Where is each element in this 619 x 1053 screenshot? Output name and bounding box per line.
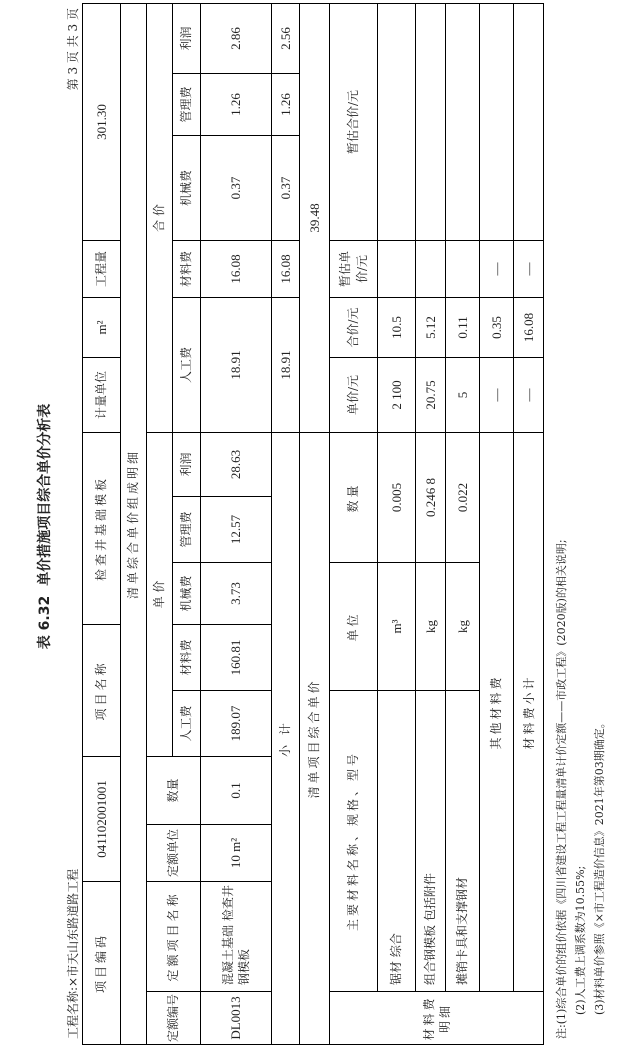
quota-name-header: 定额项目名称 — [147, 881, 201, 991]
other-material-price: — — [480, 357, 514, 432]
composite-label: 清单项目综合单价 — [300, 432, 330, 1044]
quota-code-header: 定额编号 — [147, 991, 201, 1044]
analysis-table — [82, 3, 544, 1045]
mat-unit-3: kg — [446, 562, 480, 690]
mat-est-price-header: 暂估单价/元 — [330, 240, 378, 297]
mat-est-price-2 — [416, 240, 446, 297]
mat-price-1: 2 100 — [378, 357, 416, 432]
t-profit-header: 利润 — [173, 4, 201, 73]
t-mgmt: 1.26 — [201, 73, 272, 135]
other-material-est: — — [480, 240, 514, 297]
mat-total-2: 5.12 — [416, 297, 446, 357]
quota-name: 混凝土基础 检查井 钢模板 — [201, 881, 272, 991]
code-label: 项目编码 — [83, 881, 121, 1044]
mat-total-1: 10.5 — [378, 297, 416, 357]
mat-est-total-2 — [416, 4, 446, 240]
u-mgmt: 12.57 — [201, 496, 272, 562]
unit-value: m² — [83, 297, 121, 357]
u-machine-header: 机械费 — [173, 562, 201, 624]
mat-total-3: 0.11 — [446, 297, 480, 357]
quota-unit-header: 定额单位 — [147, 824, 201, 881]
mat-est-total-1 — [378, 4, 416, 240]
code-value: 041102001001 — [83, 756, 121, 881]
t-labor-header: 人工费 — [173, 297, 201, 432]
other-material-label: 其他材料费 — [480, 432, 514, 991]
mat-est-total-3 — [446, 4, 480, 240]
other-material-total: 0.35 — [480, 297, 514, 357]
mat-name-1: 锯材 综合 — [378, 690, 416, 991]
u-labor: 189.07 — [201, 690, 272, 756]
subtotal-material: 16.08 — [272, 240, 300, 297]
project-name: 工程名称:×市天山东路道路工程 — [66, 868, 80, 1039]
unit-label: 计量单位 — [83, 357, 121, 432]
mat-qty-1: 0.005 — [378, 432, 416, 562]
subtotal-mgmt: 1.26 — [272, 73, 300, 135]
mat-price-header: 单价/元 — [330, 357, 378, 432]
quota-qty: 0.1 — [201, 756, 272, 824]
mat-qty-3: 0.022 — [446, 432, 480, 562]
other-material-est-total — [480, 4, 514, 240]
t-labor: 18.91 — [201, 297, 272, 432]
mat-price-2: 20.75 — [416, 357, 446, 432]
mat-name-3: 摊销卡具和支撑钢材 — [446, 690, 480, 991]
mat-unit-2: kg — [416, 562, 446, 690]
quota-unit: 10 m² — [201, 824, 272, 881]
mat-unit-1: m³ — [378, 562, 416, 690]
total-price-header: 合 价 — [147, 4, 173, 432]
note-2: (2)人工费上调系数为10.55%; — [574, 865, 587, 1015]
mat-total-header: 合价/元 — [330, 297, 378, 357]
material-subtotal-est: — — [514, 240, 544, 297]
quantity-header: 数量 — [147, 756, 201, 824]
table-title-text: 单价措施项目综合单价分析表 — [37, 403, 53, 586]
u-profit: 28.63 — [201, 432, 272, 496]
table-title — [34, 0, 54, 1053]
u-material-header: 材料费 — [173, 624, 201, 690]
name-label: 项目名称 — [83, 624, 121, 756]
t-mgmt-header: 管理费 — [173, 73, 201, 135]
u-mgmt-header: 管理费 — [173, 496, 201, 562]
subtotal-profit: 2.56 — [272, 4, 300, 73]
mat-name-2: 组合钢模板 包括附件 — [416, 690, 446, 991]
t-material-header: 材料费 — [173, 240, 201, 297]
composite-value: 39.48 — [300, 4, 330, 432]
notes — [552, 539, 609, 1039]
page-indicator: 第 3 页 共 3 页 — [66, 8, 80, 91]
note-3: (3)材料单价参照《×市工程造价信息》2021年第03期确定。 — [593, 717, 606, 1015]
u-labor-header: 人工费 — [173, 690, 201, 756]
material-subtotal-est-total — [514, 4, 544, 240]
subtotal-machine: 0.37 — [272, 135, 300, 240]
u-machine: 3.73 — [201, 562, 272, 624]
mat-qty-header: 数量 — [330, 432, 378, 562]
u-material: 160.81 — [201, 624, 272, 690]
t-machine: 0.37 — [201, 135, 272, 240]
t-profit: 2.86 — [201, 4, 272, 73]
mat-est-price-3 — [446, 240, 480, 297]
mat-est-total-header: 暂估合价/元 — [330, 4, 378, 240]
mat-unit-header: 单位 — [330, 562, 378, 690]
material-subtotal-label: 材料费小计 — [514, 432, 544, 991]
materials-side-label: 材料费明细 — [330, 991, 544, 1044]
material-subtotal-total: 16.08 — [514, 297, 544, 357]
material-subtotal-price: — — [514, 357, 544, 432]
section-title: 清单综合单价组成明细 — [121, 4, 147, 1044]
t-material: 16.08 — [201, 240, 272, 297]
t-machine-header: 机械费 — [173, 135, 201, 240]
subtotal-labor: 18.91 — [272, 297, 300, 432]
mat-price-3: 5 — [446, 357, 480, 432]
quota-code: DL0013 — [201, 991, 272, 1044]
qty-value: 301.30 — [83, 4, 121, 240]
name-value: 检查井基础模板 — [83, 432, 121, 624]
unit-price-header: 单 价 — [147, 432, 173, 756]
note-1: 注:(1)综合单价的组价依据《四川省建设工程工程量清单计价定额——市政工程》(2020版)的相关说明; — [555, 539, 568, 1039]
u-profit-header: 利润 — [173, 432, 201, 496]
mat-est-price-1 — [378, 240, 416, 297]
mat-qty-2: 0.246 8 — [416, 432, 446, 562]
qty-label: 工程量 — [83, 240, 121, 297]
table-number: 表 6.32 — [37, 595, 53, 650]
subtotal-label: 小 计 — [272, 432, 300, 1044]
mat-name-header: 主要材料名称、规格、型号 — [330, 690, 378, 991]
